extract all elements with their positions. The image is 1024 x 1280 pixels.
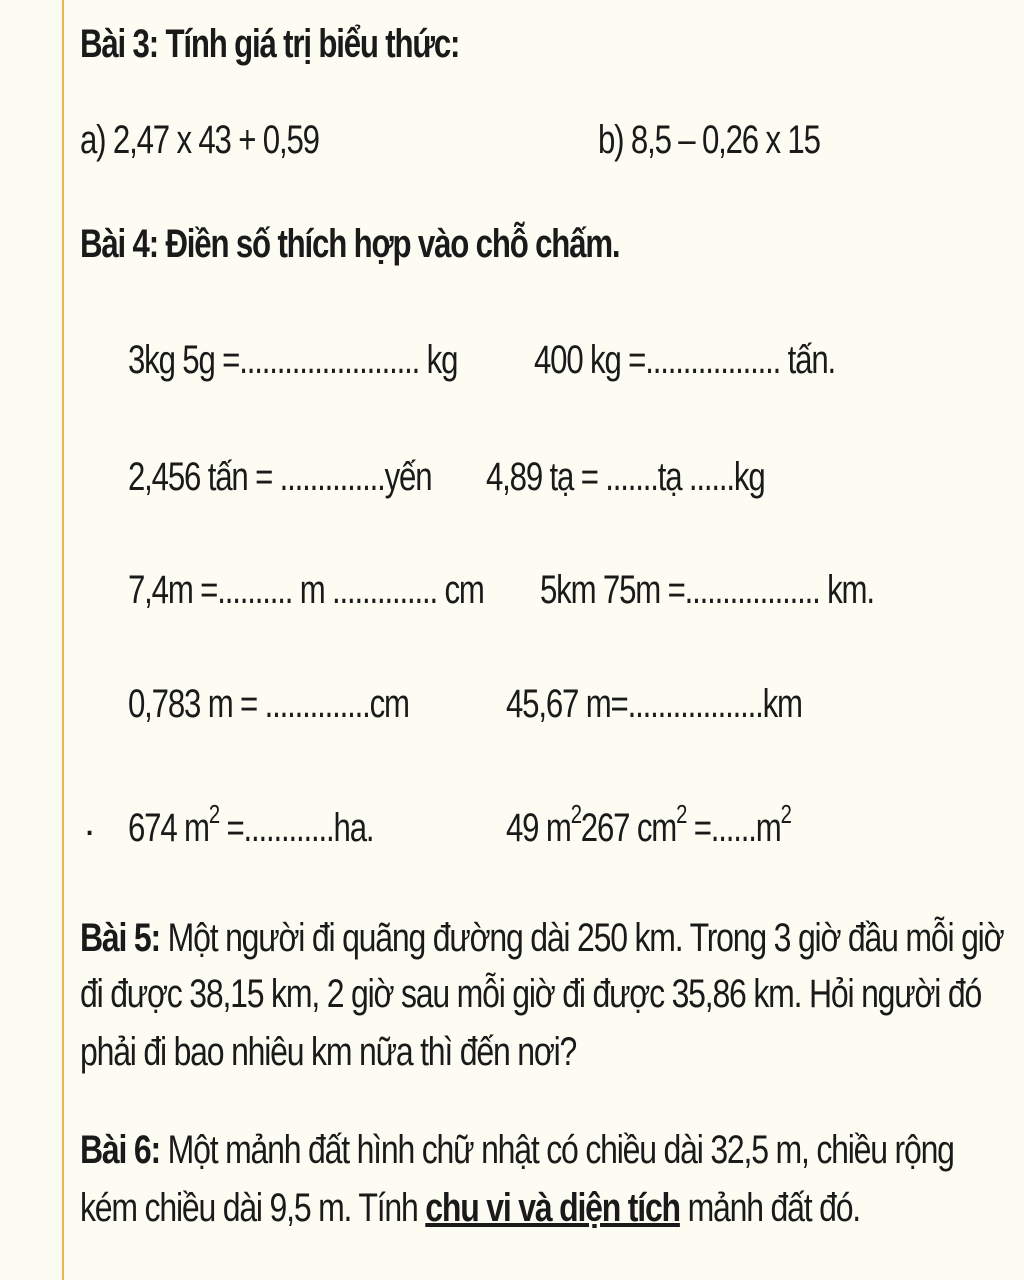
bai4-row3-right: 5km 75m =.................. km. <box>540 568 874 612</box>
page-border <box>62 0 1024 1280</box>
bai6-underlined-text: chu vi và diện tích <box>425 1186 680 1230</box>
bai4-row2-right: 4,89 tạ = .......tạ ......kg <box>486 455 765 499</box>
bai3-a: a) 2,47 x 43 + 0,59 <box>80 118 319 162</box>
bai6-line1: Bài 6: Một mảnh đất hình chữ nhật có chiều dài 32,5 m, chiều rộng <box>80 1128 954 1172</box>
bai6-line2: kém chiều dài 9,5 m. Tính chu vi và diện tích mảnh đất đó. <box>80 1186 860 1230</box>
bai4-row4-right: 45,67 m=..................km <box>506 682 802 726</box>
bai5-line2: đi được 38,15 km, 2 giờ sau mỗi giờ đi được 35,86 km. Hỏi người đó <box>80 972 982 1016</box>
bai4-row5-bullet: . <box>84 800 94 844</box>
bai4-row5-left: 674 $m^2 =............ha$. <box>128 798 374 850</box>
bai5-line1: Bài 5: Một người đi quãng đường dài 250 km. Trong 3 giờ đầu mỗi giờ <box>80 916 1004 960</box>
bai4-row4-left: 0,783 m = ..............cm <box>128 682 409 726</box>
bai4-row3-left: 7,4m =.......... m .............. cm <box>128 568 484 612</box>
bai3-title: Bài 3: Tính giá trị biểu thức: <box>80 22 460 66</box>
bai4-row1-right: 400 kg =.................. tấn. <box>534 338 836 382</box>
bai4-row1-left: 3kg 5g =........................ kg <box>128 338 458 382</box>
bai3-b: b) 8,5 – 0,26 x 15 <box>598 118 820 162</box>
bai5-line3: phải đi bao nhiêu km nữa thì đến nơi? <box>80 1030 577 1074</box>
bai4-row5-right: 49 $m^2267$ $cm^2 =......m^2$ <box>506 798 791 850</box>
bai4-title: Bài 4: Điền số thích hợp vào chỗ chấm. <box>80 222 620 266</box>
bai4-row2-left: 2,456 tấn = ..............yến <box>128 455 432 499</box>
